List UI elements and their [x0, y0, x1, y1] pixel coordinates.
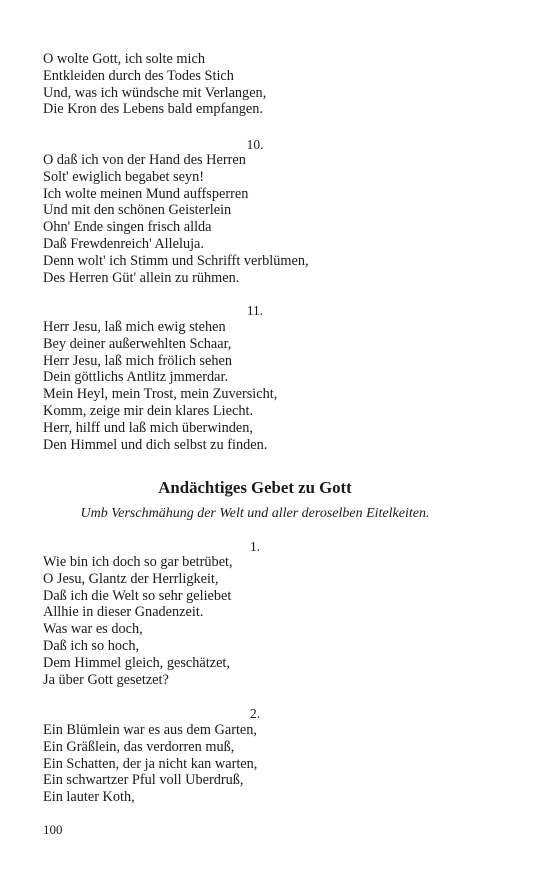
stanza-1	[43, 554, 483, 688]
verse-line: O daß ich von der Hand des Herren	[43, 152, 246, 168]
verse-line: Mein Heyl, mein Trost, mein Zuversicht,	[43, 386, 278, 403]
verse-line: Entkleiden durch des Todes Stich	[43, 67, 234, 84]
verse-line: Ein Blümlein war es aus dem Garten,	[43, 722, 257, 738]
verse-line: Herr Jesu, laß mich frölich sehen	[43, 352, 232, 369]
verse-line: Den Himmel und dich selbst zu finden.	[43, 436, 268, 453]
verse-line: Solt' ewiglich begabet seyn!	[43, 168, 204, 185]
page-number: 100	[43, 822, 63, 837]
verse-line: Ja über Gott gesetzet?	[43, 671, 169, 688]
verse-line: Ein schwartzer Pful voll Uberdruß,	[43, 772, 244, 789]
stanza-number-1: 1.	[249, 539, 261, 554]
verse-line: Und, was ich wündsche mit Verlangen,	[43, 84, 267, 101]
verse-line: Bey deiner außerwehlten Schaar,	[43, 335, 232, 352]
verse-line: Dem Himmel gleich, geschätzet,	[43, 654, 230, 671]
poem-title: Andächtiges Gebet zu Gott	[158, 478, 352, 497]
stanza-10	[43, 152, 483, 286]
verse-line: Dein göttlichs Antlitz jmmerdar.	[43, 369, 229, 386]
verse-line: Daß ich die Welt so sehr geliebet	[43, 587, 232, 604]
verse-line: Ohn' Ende singen frisch allda	[43, 219, 212, 236]
stanza-2	[43, 722, 483, 806]
stanza-number-10: 10.	[246, 137, 264, 152]
verse-line: Ein Schatten, der ja nicht kan warten,	[43, 755, 258, 772]
verse-line: Ich wolte meinen Mund auffsperren	[43, 185, 249, 202]
verse-line: Daß ich so hoch,	[43, 637, 140, 654]
verse-line: Wie bin ich doch so gar betrübet,	[43, 554, 233, 570]
verse-line: Ein lauter Koth,	[43, 789, 135, 806]
verse-line: Ein Gräßlein, das verdorren muß,	[43, 738, 235, 755]
verse-line: Denn wolt' ich Stimm und Schrifft verblümen,	[43, 252, 309, 269]
stanza-9	[43, 51, 483, 118]
stanza-number-11: 11.	[246, 303, 264, 318]
stanza-11	[43, 319, 483, 453]
verse-line: Allhie in dieser Gnadenzeit.	[43, 604, 204, 621]
verse-line: O Jesu, Glantz der Herrligkeit,	[43, 570, 219, 587]
verse-line: Und mit den schönen Geisterlein	[43, 202, 232, 219]
verse-line: Komm, zeige mir dein klares Liecht.	[43, 402, 254, 419]
verse-line: Die Kron des Lebens bald empfangen.	[43, 101, 263, 118]
stanza-number-2: 2.	[249, 706, 261, 721]
poem-subtitle: Umb Verschmähung der Welt und aller deroselben Eitelkeiten.	[80, 506, 430, 521]
verse-line: Des Herren Güt' allein zu rühmen.	[43, 269, 240, 286]
verse-line: Was war es doch,	[43, 621, 143, 638]
verse-line: Herr, hilff und laß mich überwinden,	[43, 419, 253, 436]
verse-line: Herr Jesu, laß mich ewig stehen	[43, 319, 226, 335]
verse-line: Daß Frewdenreich' Alleluja.	[43, 235, 204, 252]
verse-line: O wolte Gott, ich solte mich	[43, 51, 206, 67]
